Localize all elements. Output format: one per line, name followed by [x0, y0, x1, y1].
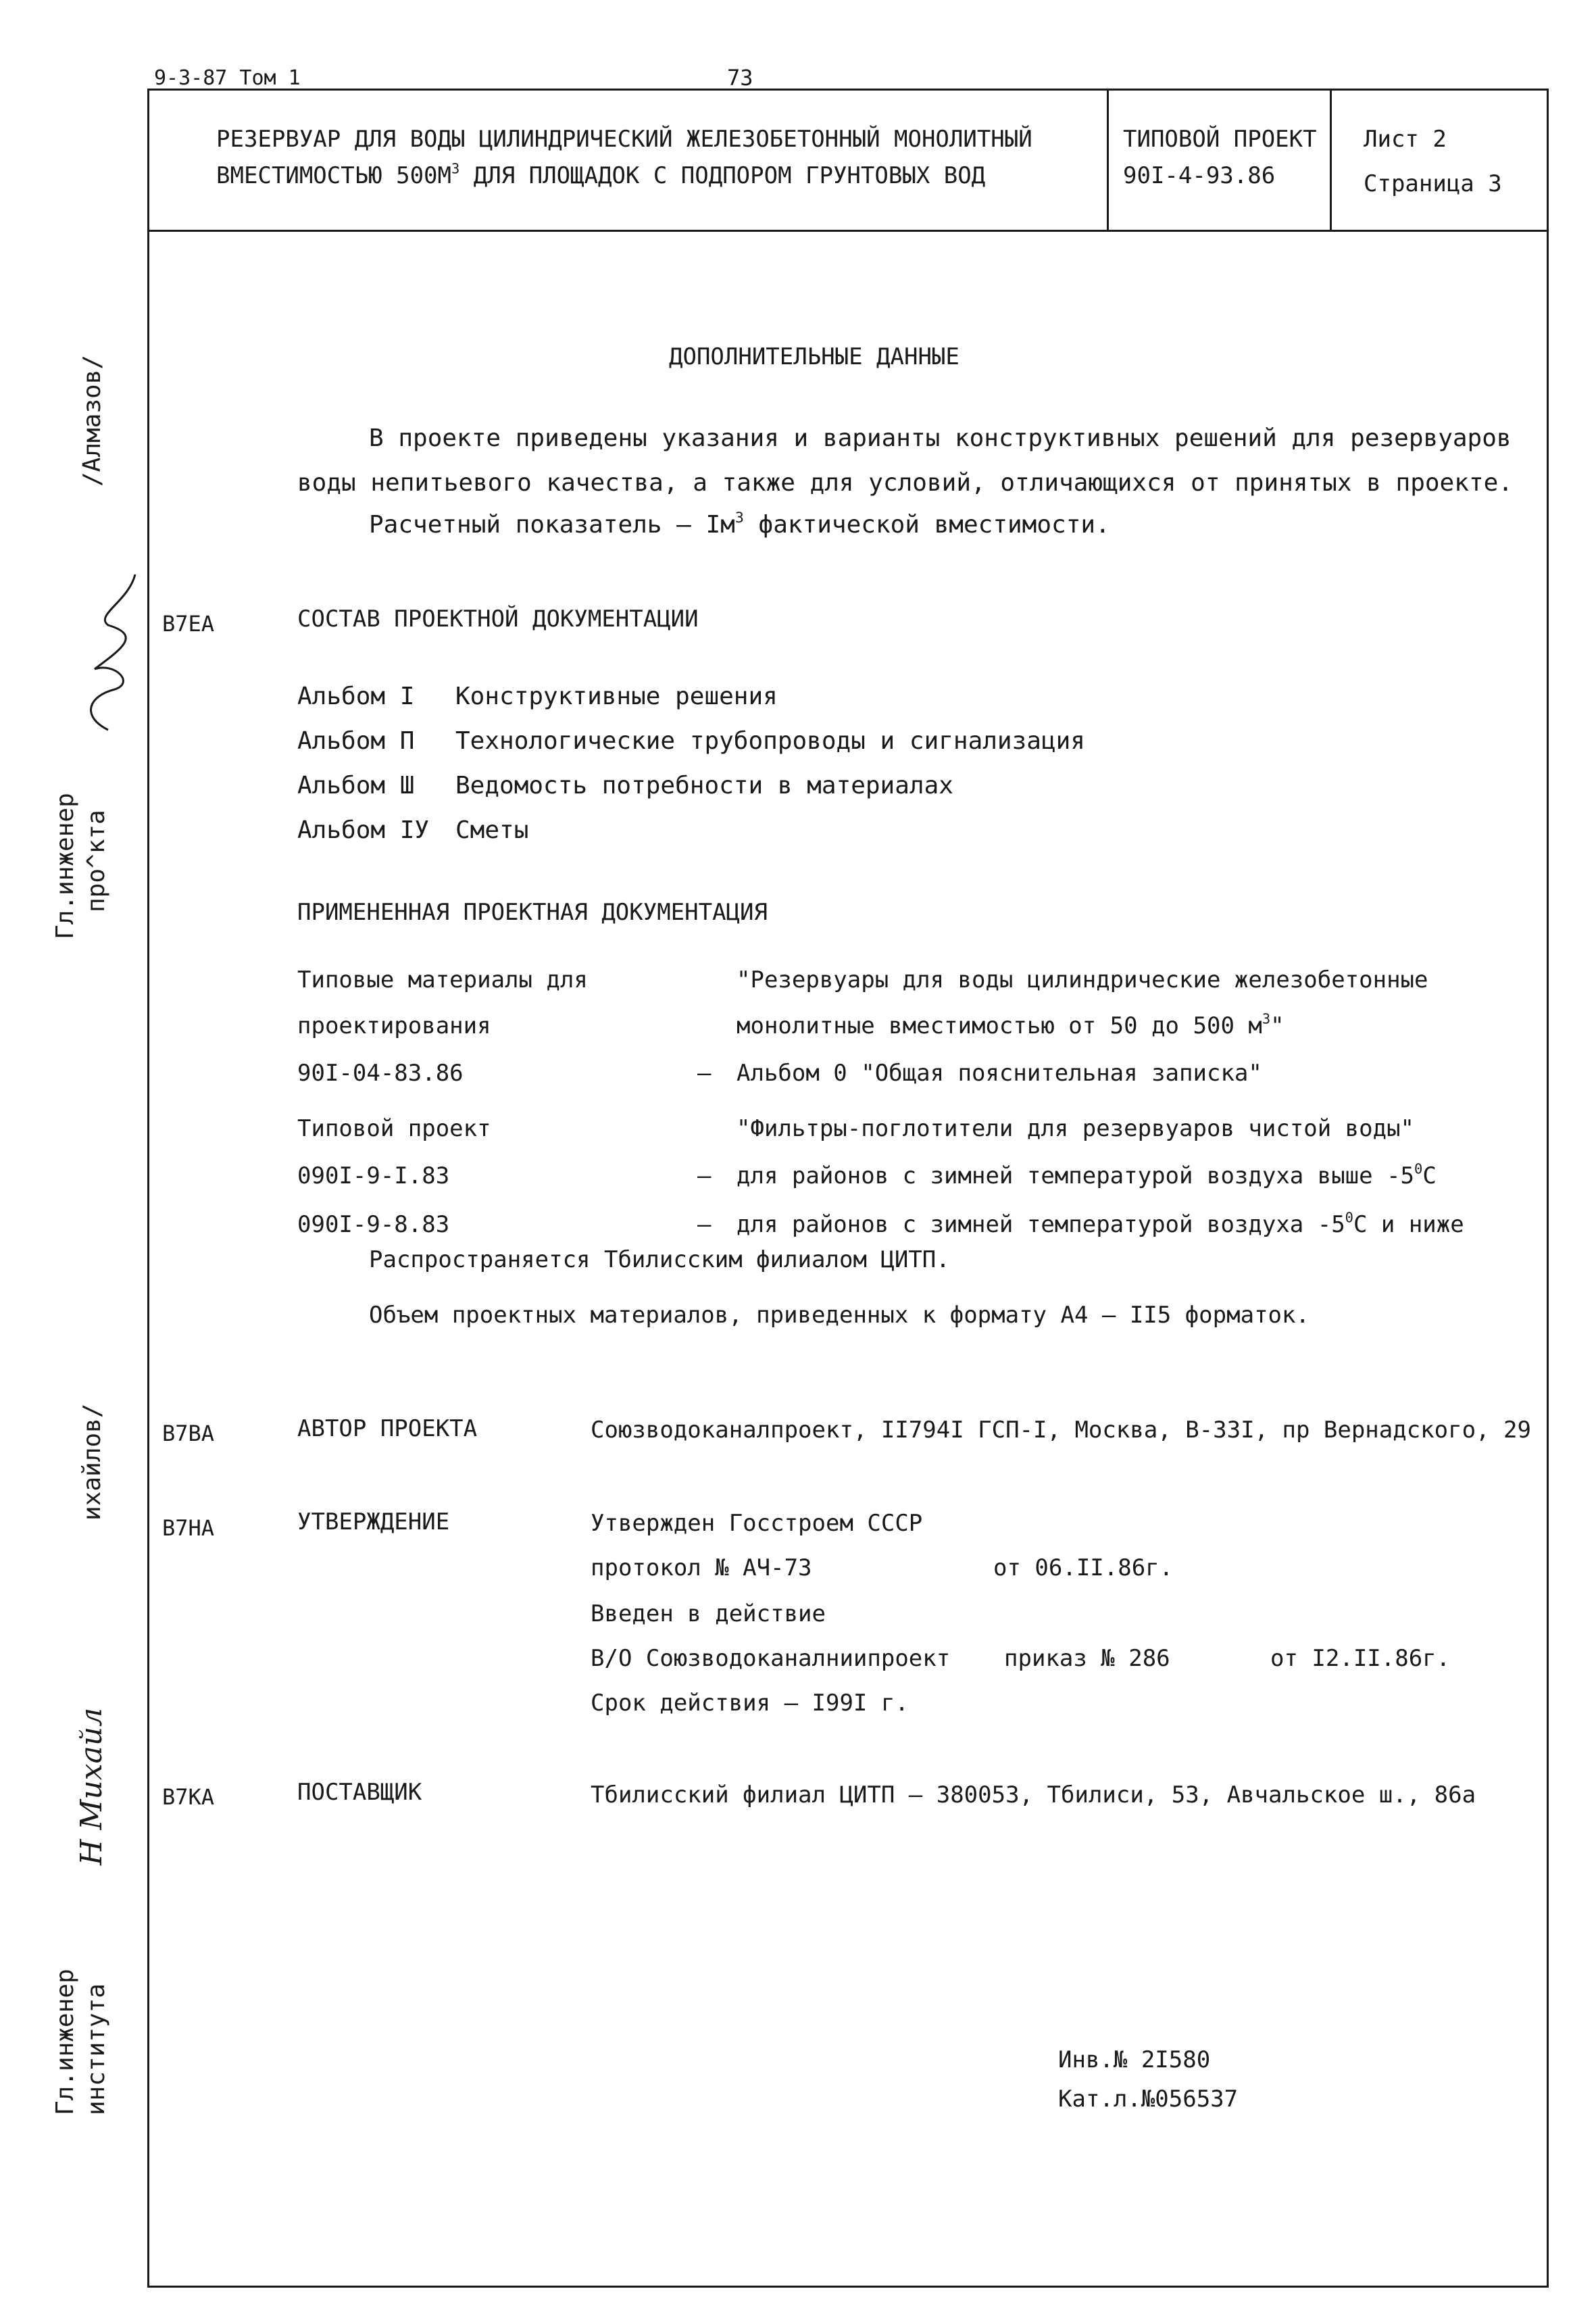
- applied-row-3-left: 90I-04-83.86: [297, 1060, 464, 1087]
- author-label: АВТОР ПРОЕКТА: [297, 1415, 478, 1442]
- catalog-number: Кат.л.№056537: [1058, 2086, 1239, 2113]
- title-block-divider-1: [1107, 89, 1109, 232]
- volume-note: Объем проектных материалов, приведенных к формату А4 – II5 форматок.: [369, 1302, 1310, 1329]
- supplier-value: Тбилисский филиал ЦИТП – 380053, Тбилиси, 53, Авчальское ш., 86а: [591, 1781, 1476, 1808]
- composition-code: В7ЕА: [162, 611, 215, 637]
- album-label: Альбом I: [297, 683, 415, 710]
- page-number: 73: [727, 65, 753, 91]
- intro-paragraph-line-1: В проекте приведены указания и варианты конструктивных решений для резервуаров: [369, 424, 1512, 452]
- approval-code: В7НА: [162, 1515, 215, 1541]
- inventory-number: Инв.№ 2I580: [1058, 2046, 1211, 2073]
- applied-row-5-right: для районов с зимней температурой воздуха выше $-5^0С$: [737, 1160, 1437, 1189]
- approval-order: приказ № 286: [1004, 1645, 1170, 1672]
- project-code: 90I-4-93.86: [1123, 162, 1276, 189]
- title-line-2: ВМЕСТИМОСТЬЮ $500М^3$ ДЛЯ ПЛОЩАДОК С ПОДПОРОМ ГРУНТОВЫХ ВОД: [216, 160, 986, 189]
- author-value: Союзводоканалпроект, II794I ГСП-I, Москва, В-33I, пр Вернадского, 29: [591, 1417, 1531, 1444]
- album-title: Сметы: [455, 816, 529, 844]
- approval-protocol: протокол № АЧ-73: [591, 1554, 812, 1581]
- supplier-label: ПОСТАВЩИК: [297, 1779, 422, 1806]
- doc-ref: 9-3-87 Том 1: [154, 66, 301, 90]
- dash: –: [697, 1060, 712, 1087]
- applied-row-6-left: 090I-9-8.83: [297, 1211, 450, 1238]
- approval-line-3: Введен в действие: [591, 1600, 826, 1627]
- applied-row-4-right: "Фильтры-поглотители для резервуаров чистой воды": [737, 1115, 1415, 1142]
- intro-paragraph-line-2: воды непитьевого качества, а также для условий, отличающихся от принятых в проекте.: [297, 469, 1513, 497]
- album-label: Альбом Ш: [297, 772, 415, 799]
- applied-row-6-right: для районов с зимней температурой воздуха $-5^0С$ и ниже: [737, 1209, 1464, 1238]
- album-label: Альбом IУ: [297, 816, 430, 844]
- intro-heading: ДОПОЛНИТЕЛЬНЫЕ ДАННЫЕ: [669, 343, 959, 370]
- author-code: В7ВА: [162, 1421, 215, 1446]
- sheet-number: Лист 2: [1364, 126, 1447, 153]
- distribution-note: Распространяется Тбилисским филиалом ЦИТП.: [369, 1246, 950, 1273]
- album-title: Технологические трубопроводы и сигнализация: [455, 727, 1085, 755]
- supplier-code: В7КА: [162, 1784, 215, 1810]
- title-line-1: РЕЗЕРВУАР ДЛЯ ВОДЫ ЦИЛИНДРИЧЕСКИЙ ЖЕЛЕЗОБЕТОННЫЙ МОНОЛИТНЫЙ: [216, 126, 1032, 153]
- approval-order-date: от I2.II.86г.: [1270, 1645, 1451, 1672]
- dash: –: [697, 1211, 712, 1238]
- approval-protocol-date: от 06.II.86г.: [993, 1554, 1174, 1581]
- applied-heading: ПРИМЕНЕННАЯ ПРОЕКТНАЯ ДОКУМЕНТАЦИЯ: [297, 899, 768, 926]
- applied-row-2-right: монолитные вместимостью от 50 до 500 $м^3$": [737, 1010, 1285, 1039]
- composition-heading: СОСТАВ ПРОЕКТНОЙ ДОКУМЕНТАЦИИ: [297, 606, 699, 633]
- title-block-bottom-line: [147, 230, 1549, 232]
- applied-row-3-right: Альбом 0 "Общая пояснительная записка": [737, 1060, 1262, 1087]
- signature-bottom: Н Михайл: [74, 1707, 109, 1865]
- margin-role-bottom-2: института: [82, 1983, 110, 2115]
- margin-role-top-2: про^кта: [82, 810, 110, 912]
- page-label: Страница 3: [1364, 170, 1502, 197]
- margin-name-top: /Алмазов/: [78, 354, 106, 487]
- album-label: Альбом П: [297, 727, 415, 755]
- margin-name-mid: ихайлов/: [78, 1403, 106, 1521]
- applied-row-2-left: проектирования: [297, 1012, 491, 1039]
- album-title: Конструктивные решения: [455, 683, 778, 710]
- project-label: ТИПОВОЙ ПРОЕКТ: [1123, 126, 1317, 153]
- intro-paragraph-2: Расчетный показатель – $Iм^3$ фактической вместимости.: [369, 509, 1110, 539]
- margin-role-bottom-1: Гл.инженер: [51, 1969, 79, 2115]
- approval-line-4: В/О Союзводоканалниипроект: [591, 1645, 951, 1672]
- approval-line-1: Утвержден Госстроем СССР: [591, 1510, 923, 1537]
- applied-row-1-left: Типовые материалы для: [297, 966, 588, 993]
- applied-row-5-left: 090I-9-I.83: [297, 1162, 450, 1189]
- applied-row-1-right: "Резервуары для воды цилиндрические железобетонные: [737, 966, 1428, 993]
- applied-row-4-left: Типовой проект: [297, 1115, 491, 1142]
- title-block-divider-2: [1330, 89, 1332, 232]
- margin-role-top-1: Гл.инженер: [51, 793, 79, 939]
- approval-label: УТВЕРЖДЕНИЕ: [297, 1508, 450, 1535]
- approval-validity: Срок действия – I99I г.: [591, 1690, 909, 1717]
- dash: –: [697, 1162, 712, 1189]
- signature-top: [68, 561, 149, 737]
- album-title: Ведомость потребности в материалах: [455, 772, 953, 799]
